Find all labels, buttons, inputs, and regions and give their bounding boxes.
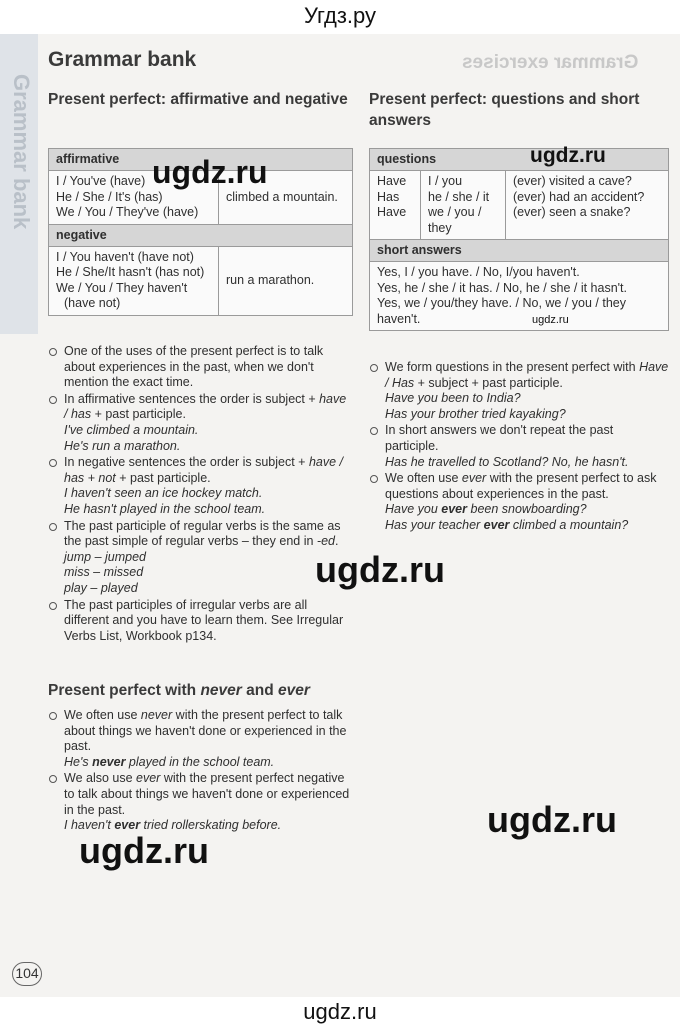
- list-item: We form questions in the present perfect with Have / Has + subject + past participle. Have you been to India? Has your brother tried kayaking?: [369, 360, 669, 422]
- row-short-answers: [370, 262, 668, 330]
- header-affirmative: affirmative: [49, 149, 352, 171]
- affirmative-subject: I / You've (have): [56, 174, 146, 188]
- sidebar-tab: [0, 34, 38, 334]
- subject: I / you: [428, 174, 463, 188]
- short-answer: Yes, we / you/they have. / No, we / you / they haven't.: [377, 296, 626, 326]
- affirmative-predicate: climbed a mountain.: [226, 189, 338, 204]
- list-item: In affirmative sentences the order is subject + have / has + past participle. I've climbed a mountain. He's run a marathon.: [48, 392, 353, 454]
- heading-never-ever: Present perfect with never and ever: [48, 682, 310, 699]
- negative-subject: He / She/It hasn't (has not): [56, 265, 205, 279]
- list-item: In negative sentences the order is subject + have / has + not + past participle. I haven't seen an ice hockey match. He hasn't played in the school team.: [48, 455, 353, 517]
- table-questions: [369, 148, 669, 331]
- affirmative-subject: We / You / They've (have): [56, 205, 199, 219]
- predicate: (ever) seen a snake?: [513, 205, 631, 219]
- list-item: In short answers we don't repeat the past participle. Has he travelled to Scotland? No, he hasn't.: [369, 423, 669, 470]
- sidebar-label: Grammar bank: [9, 74, 34, 230]
- header-questions: questions: [370, 149, 668, 171]
- list-item: We also use ever with the present perfect negative to talk about things we haven't done or experienced in the past. I haven't ever tried rollerskating before.: [48, 771, 353, 833]
- header-short-answers: short answers: [370, 240, 668, 262]
- watermark: ugdz.ru: [79, 830, 209, 871]
- short-answer: Yes, I / you have. / No, I/you haven't.: [377, 265, 580, 279]
- header-negative: negative: [49, 225, 352, 247]
- list-question-notes: [369, 360, 669, 535]
- list-affirmative-notes: [48, 344, 353, 645]
- subject: he / she / it: [428, 189, 490, 204]
- auxiliary: Have: [377, 205, 407, 219]
- watermark: ugdz.ru: [532, 314, 569, 326]
- row-questions: [370, 171, 668, 240]
- textbook-page: [0, 34, 680, 997]
- list-item: We often use never with the present perfect to talk about things we haven't done or experienced in the past. He's never played in the school team.: [48, 708, 353, 770]
- list-item: The past participles of irregular verbs are all different and you have to learn them. See Irregular Verbs List, Workbook p134.: [48, 598, 353, 645]
- bleed-through-title: Grammar exercises: [462, 52, 639, 73]
- predicate: (ever) had an accident?: [513, 189, 645, 204]
- list-never-ever-notes: [48, 708, 353, 835]
- page-title: Grammar bank: [48, 48, 197, 71]
- site-footer: ugdz.ru: [0, 997, 680, 1031]
- row-negative: [49, 247, 352, 315]
- subject: we / you /: [428, 205, 482, 219]
- site-header: Угдз.ру: [0, 0, 680, 34]
- predicate: (ever) visited a cave?: [513, 174, 632, 188]
- negative-subject: (have not): [64, 296, 121, 310]
- negative-predicate: run a marathon.: [226, 272, 315, 287]
- subject: they: [428, 220, 452, 235]
- watermark: ugdz.ru: [315, 549, 445, 590]
- auxiliary: Have: [377, 174, 407, 188]
- auxiliary: Has: [377, 189, 400, 204]
- watermark: ugdz.ru: [487, 799, 617, 840]
- watermark: ugdz.ru: [152, 154, 268, 190]
- negative-subject: We / You / They haven't: [56, 280, 188, 295]
- watermark: ugdz.ru: [530, 144, 606, 167]
- negative-subject: I / You haven't (have not): [56, 249, 194, 264]
- list-item: We often use ever with the present perfect to ask questions about experiences in the past. Have you ever been snowboarding? Has your teacher ever climbed a mountain?: [369, 471, 669, 533]
- short-answer: Yes, he / she / it has. / No, he / she / it hasn't.: [377, 280, 627, 295]
- page-number: 104: [12, 962, 42, 986]
- heading-questions: Present perfect: questions and short answers: [369, 91, 640, 129]
- affirmative-subject: He / She / It's (has): [56, 189, 163, 204]
- heading-affirmative-negative: Present perfect: affirmative and negative: [48, 91, 348, 108]
- list-item: The past participle of regular verbs is the same as the past simple of regular verbs – they end in -ed. jump – jumped miss – missed play – played: [48, 519, 353, 597]
- list-item: One of the uses of the present perfect is to talk about experiences in the past, when we don't mention the exact time.: [48, 344, 353, 391]
